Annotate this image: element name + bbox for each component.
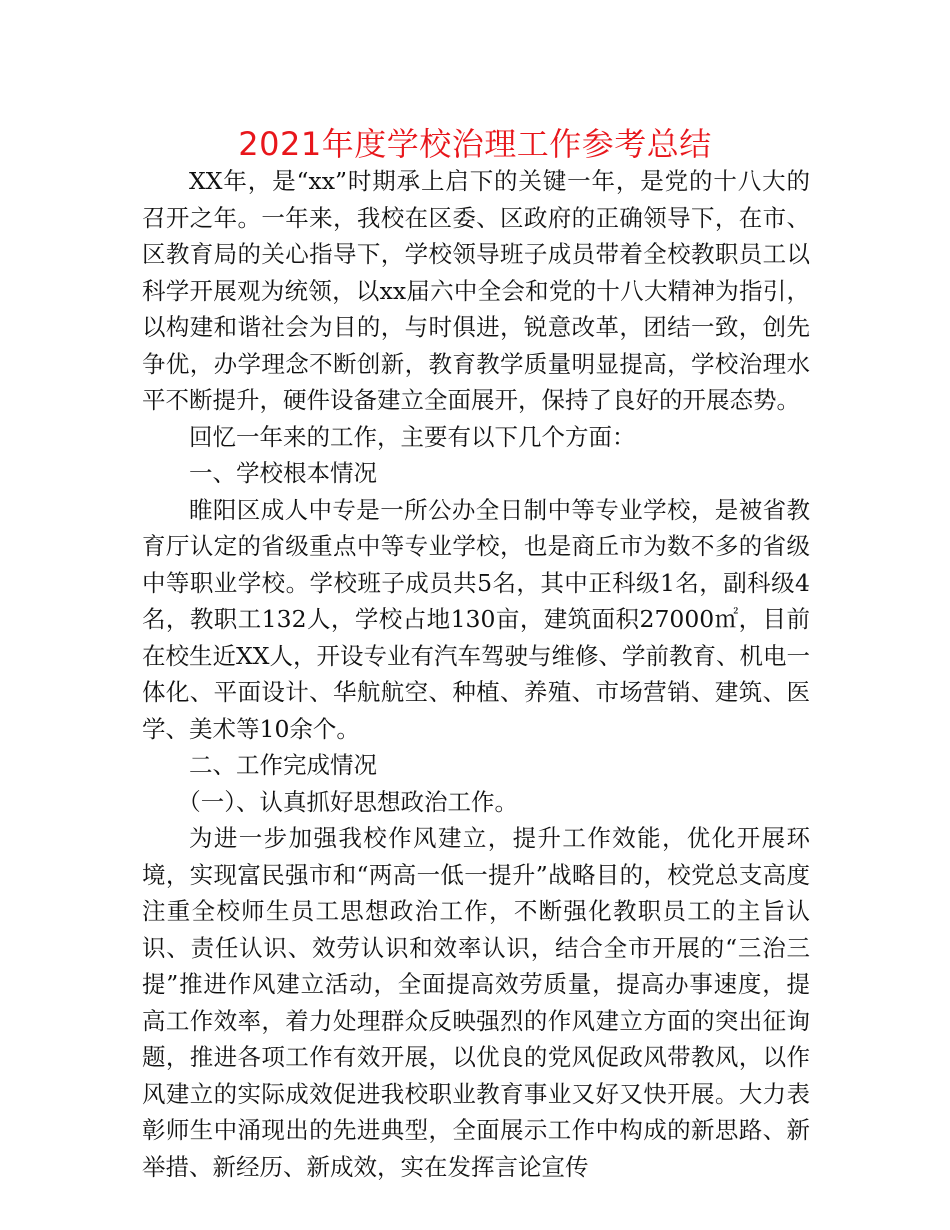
paragraph-school-info: 睢阳区成人中专是一所公办全日制中等专业学校，是被省教育厅认定的省级重点中等专业学校，也是商丘市为数不多的省级中等职业学校。学校班子成员共5名，其中正科级1名，副科级4名，教职工132人，学校占地130亩，建筑面积27000㎡，目前在校生近XX人，开设专业有汽车驾驶与维修、学前教育、机电一体化、平面设计、华航航空、种植、养殖、市场营销、建筑、医学、美术等10余个。 bbox=[142, 495, 810, 743]
paragraph-intro: XX年，是“xx”时期承上启下的关键一年，是党的十八大的召开之年。一年来，我校在区委、区政府的正确领导下，在市、区教育局的关心指导下，学校领导班子成员带着全校教职员工以科学开展观为统领，以xx届六中全会和党的十八大精神为指引，以构建和谐社会为目的，与时俱进，锐意改革，团结一致，创先争优，办学理念不断创新，教育教学质量明显提高，学校治理水平不断提升，硬件设备建立全面展开，保持了良好的开展态势。 bbox=[142, 167, 810, 414]
paragraph-review: 回忆一年来的工作，主要有以下几个方面： bbox=[189, 422, 636, 451]
section-heading-work-completion: 二、工作完成情况 bbox=[189, 751, 377, 779]
document-title: 2021年度学校治理工作参考总结 bbox=[238, 125, 712, 163]
document-body bbox=[142, 163, 810, 1185]
section-heading-basic-info: 一、学校根本情况 bbox=[189, 459, 377, 487]
paragraph-political-work: 为进一步加强我校作风建立，提升工作效能，优化开展环境，实现富民强市和“两高一低一提升”战略目的，校党总支高度注重全校师生员工思想政治工作，不断强化教职员工的主旨认识、责任认识、效劳认识和效率认识，结合全市开展的“三治三提”推进作风建立活动，全面提高效劳质量，提高办事速度，提高工作效率，着力处理群众反映强烈的作风建立方面的突出征询题，推进各项工作有效开展，以优良的党风促政风带教风，以作风建立的实际成效促进我校职业教育事业又好又快开展。大力表彰师生中涌现出的先进典型，全面展示工作中构成的新思路、新举措、新经历、新成效，实在发挥言论宣传 bbox=[142, 824, 810, 1181]
subsection-heading-political-work: （一）、认真抓好思想政治工作。 bbox=[177, 787, 518, 816]
